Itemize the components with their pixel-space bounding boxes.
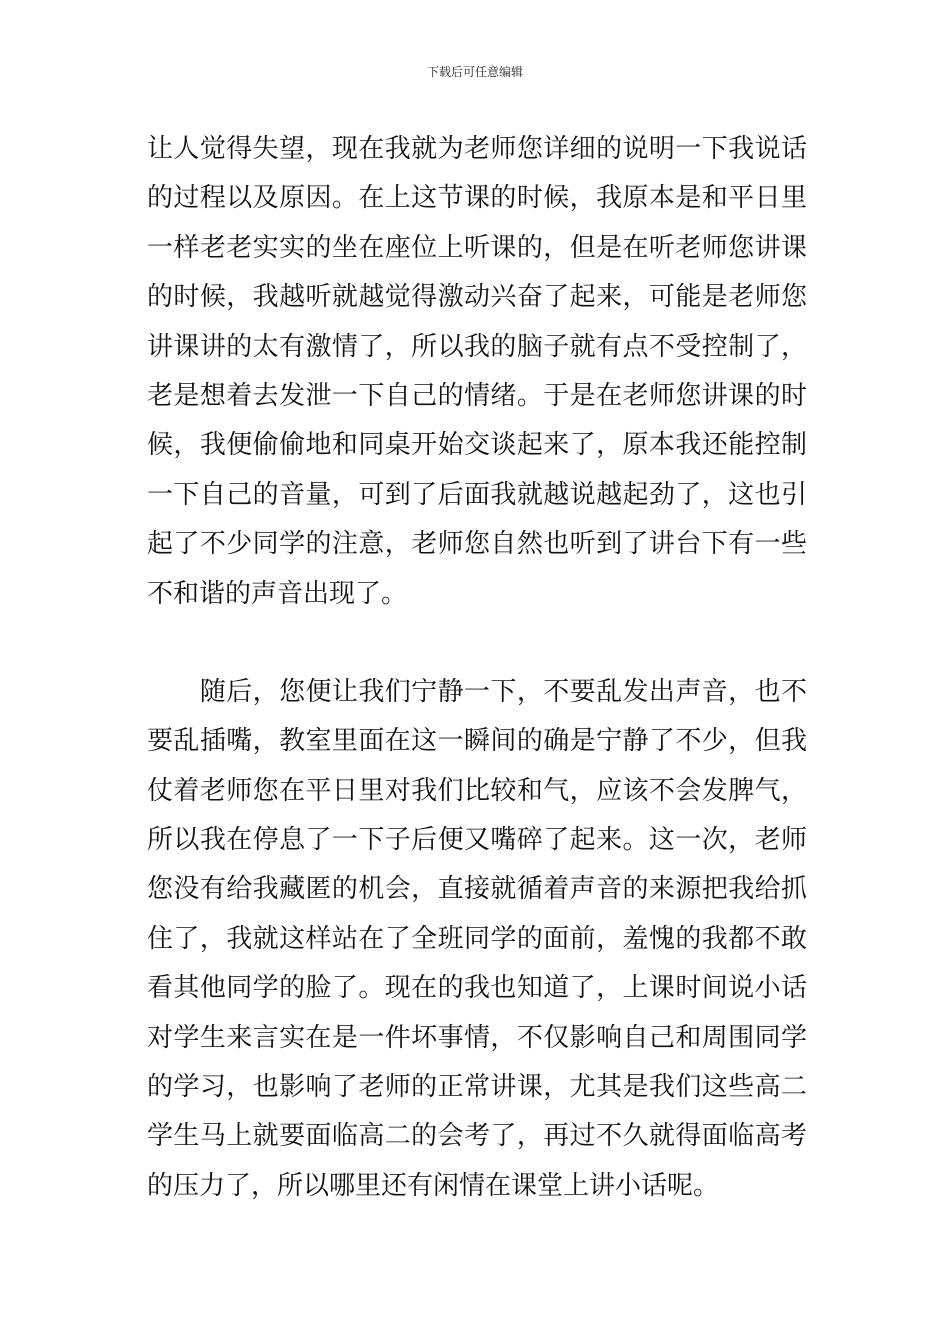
text-line: 一样老老实实的坐在座位上听课的，但是在听老师您讲课 <box>147 232 807 263</box>
text-line: 的压力了，所以哪里还有闲情在课堂上讲小话呢。 <box>147 1170 720 1201</box>
text-line: 要乱插嘴，教室里面在这一瞬间的确是宁静了不少，但我 <box>147 726 807 757</box>
text-line: 住了，我就这样站在了全班同学的面前，羞愧的我都不敢 <box>147 923 807 954</box>
text-line: 的学习，也影响了老师的正常讲课，尤其是我们这些高二 <box>147 1072 807 1103</box>
text-line: 候，我便偷偷地和同桌开始交谈起来了，原本我还能控制 <box>147 430 807 461</box>
document-body <box>147 125 807 1211</box>
text-line: 您没有给我藏匿的机会，直接就循着声音的来源把我给抓 <box>147 874 807 905</box>
text-line: 仗着老师您在平日里对我们比较和气，应该不会发脾气， <box>147 775 807 806</box>
text-line: 所以我在停息了一下子后便又嘴碎了起来。这一次，老师 <box>147 825 807 856</box>
paragraph-2 <box>147 668 807 1211</box>
text-line: 老是想着去发泄一下自己的情绪。于是在老师您讲课的时 <box>147 380 807 411</box>
text-line: 对学生来言实在是一件坏事情，不仅影响自己和周围同学 <box>147 1022 807 1053</box>
text-line: 随后，您便让我们宁静一下，不要乱发出声音，也不 <box>147 676 807 707</box>
text-line: 看其他同学的脸了。现在的我也知道了，上课时间说小话 <box>147 973 807 1004</box>
text-line: 的过程以及原因。在上这节课的时候，我原本是和平日里 <box>147 183 807 214</box>
text-line: 学生马上就要面临高二的会考了，再过不久就得面临高考 <box>147 1121 807 1152</box>
text-line: 讲课讲的太有激情了，所以我的脑子就有点不受控制了， <box>147 331 807 362</box>
paragraph-1 <box>147 125 807 619</box>
text-line: 一下自己的音量，可到了后面我就越说越起劲了，这也引 <box>147 479 807 510</box>
text-line: 让人觉得失望，现在我就为老师您详细的说明一下我说话 <box>147 134 807 164</box>
paragraph-spacer <box>147 619 807 668</box>
text-line: 不和谐的声音出现了。 <box>147 578 408 609</box>
text-line: 的时候，我越听就越觉得激动兴奋了起来，可能是老师您 <box>147 282 807 313</box>
page-header: 下载后可任意编辑 <box>426 65 523 79</box>
text-line: 起了不少同学的注意，老师您自然也听到了讲台下有一些 <box>147 529 807 560</box>
